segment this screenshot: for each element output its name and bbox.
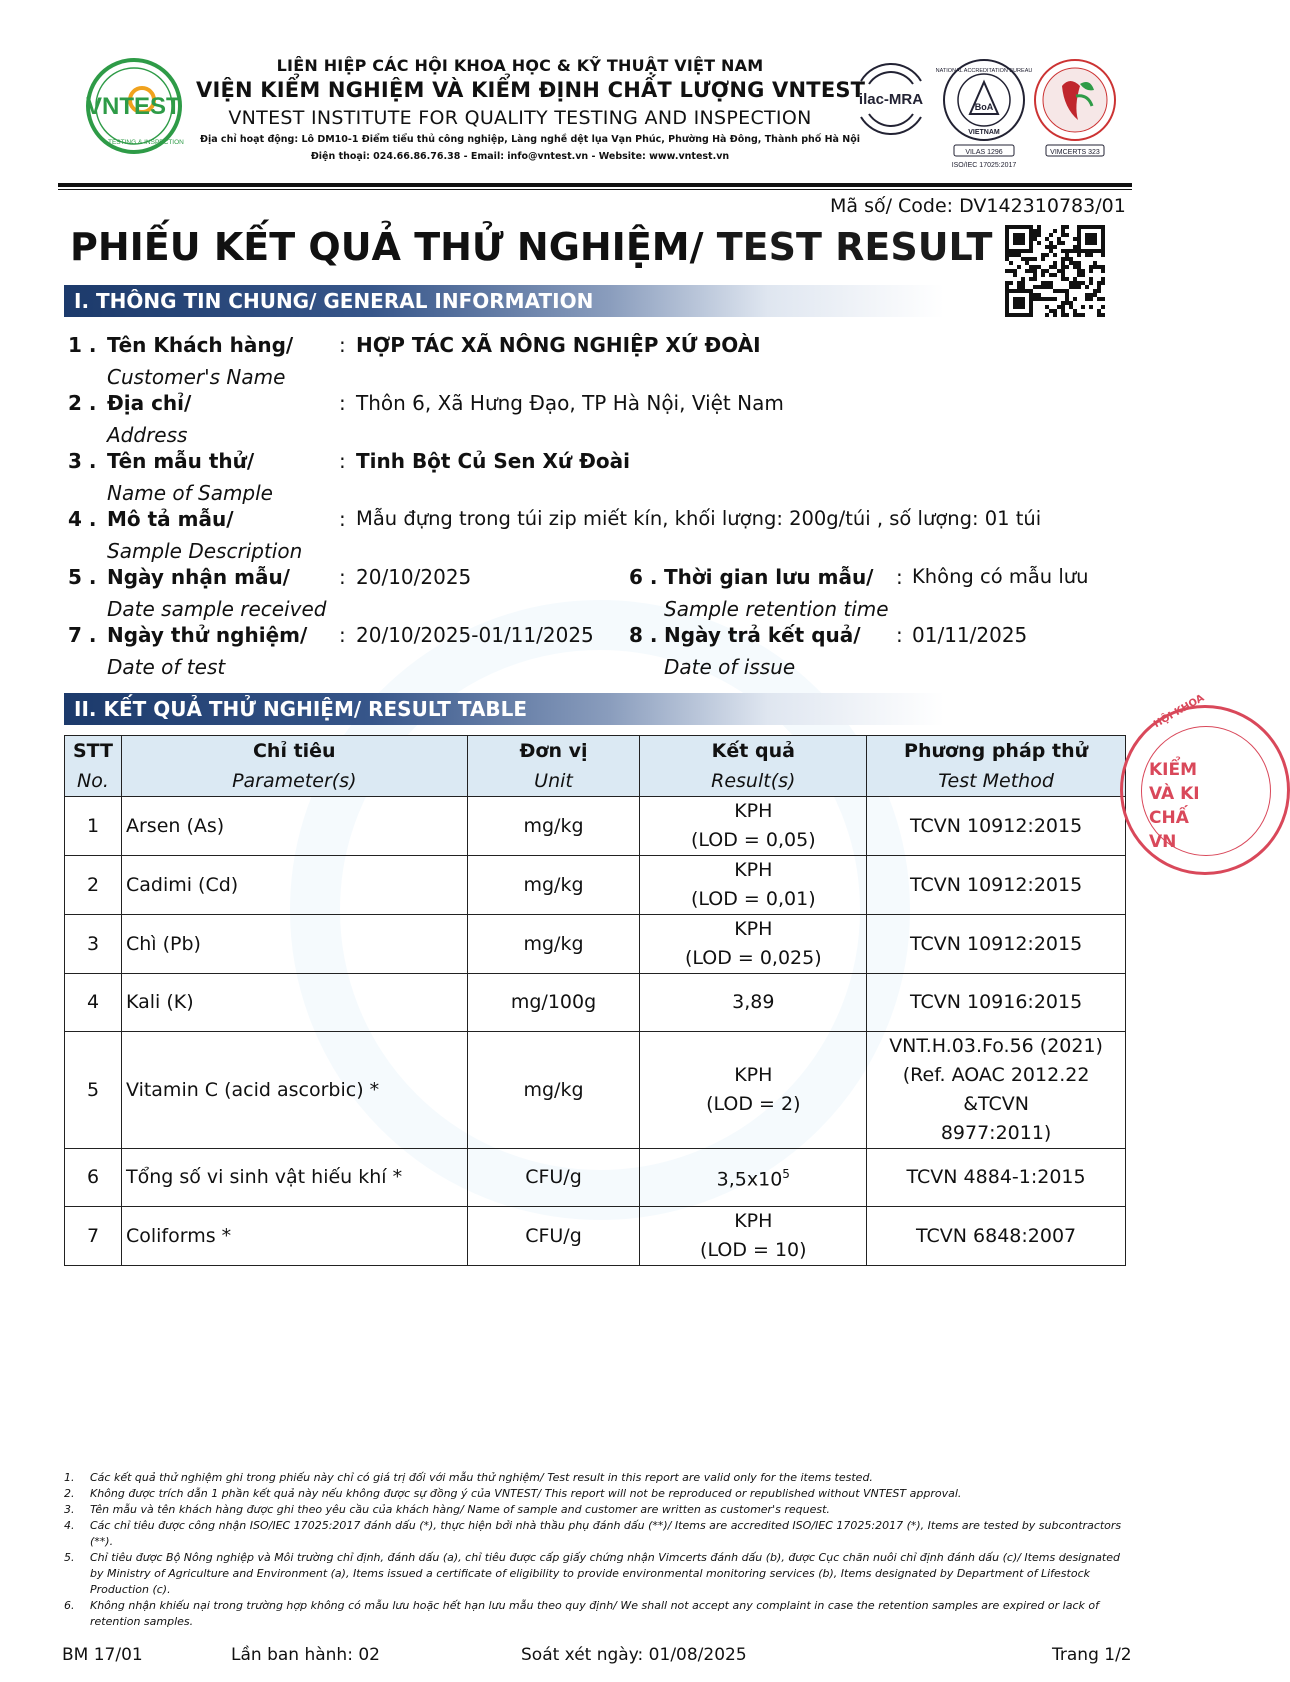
footer-form-code: BM 17/01	[62, 1645, 143, 1665]
info-num-7: 7 .	[68, 623, 97, 647]
info-num-5: 5 .	[68, 565, 97, 589]
address-value: Thôn 6, Xã Hưng Đạo, TP Hà Nội, Việt Nam	[356, 391, 784, 415]
header-institute-vi: VIỆN KIỂM NGHIỆM VÀ KIỂM ĐỊNH CHẤT LƯỢNG VNTEST	[196, 78, 866, 102]
vimcerts-text: VIMCERTS 323	[1050, 149, 1100, 156]
table-header-row	[65, 736, 1126, 797]
row-no: 6	[65, 1149, 122, 1207]
section-general-info-title: I. THÔNG TIN CHUNG/ GENERAL INFORMATION	[64, 285, 944, 317]
document-title	[70, 225, 992, 269]
vntest-logo	[78, 56, 190, 156]
table-row	[65, 1149, 1126, 1207]
info-label-en-7: Date of test	[107, 655, 226, 679]
sample-name-value: Tinh Bột Củ Sen Xứ Đoài	[356, 449, 630, 473]
row-no: 2	[65, 856, 122, 915]
row-method: TCVN 6848:2007	[867, 1207, 1126, 1266]
footnote: 4. Các chỉ tiêu được công nhận ISO/IEC 17025:2017 đánh dấu (*), thực hiện bởi nhà thầu phụ đánh dấu (**)/ Items are accredited ISO/IEC 17025:2017 (*), Items are tested by subcontractors (**).	[64, 1519, 1122, 1548]
stamp-line-4: VN	[1149, 832, 1177, 852]
stamp-line-2: VÀ KI	[1149, 784, 1200, 804]
info-label-en-5: Date sample received	[107, 597, 327, 621]
sample-description-value: Mẫu đựng trong túi zip miết kín, khối lượng: 200g/túi , số lượng: 01 túi	[356, 507, 1042, 530]
ilac-mra-logo	[848, 56, 934, 142]
info-colon-8: :	[896, 623, 903, 647]
row-method: TCVN 10916:2015	[867, 974, 1126, 1032]
row-unit: mg/kg	[467, 856, 640, 915]
logo-text: VNTEST	[86, 93, 181, 120]
row-no: 5	[65, 1032, 122, 1149]
customer-name-value: HỢP TÁC XÃ NÔNG NGHIỆP XỨ ĐOÀI	[356, 333, 761, 357]
header-federation: LIÊN HIỆP CÁC HỘI KHOA HỌC & KỸ THUẬT VIỆT NAM	[276, 56, 764, 75]
row-result: KPH (LOD = 0,05)	[640, 797, 867, 856]
info-colon-3: :	[339, 449, 346, 473]
title-en: TEST RESULT	[703, 225, 993, 269]
row-no: 7	[65, 1207, 122, 1266]
info-num-8: 8 .	[629, 623, 658, 647]
info-num-1: 1 .	[68, 333, 97, 357]
info-label-en-8: Date of issue	[664, 655, 796, 679]
info-label-5: Ngày nhận mẫu/	[107, 565, 290, 589]
document-code: Mã số/ Code: DV142310783/01	[830, 195, 1126, 217]
info-label-en-6: Sample retention time	[664, 597, 889, 621]
stamp-line-1: KIỂM	[1149, 760, 1198, 780]
footer-review-date: Soát xét ngày: 01/08/2025	[521, 1645, 747, 1665]
boa-center-text: BoA	[974, 102, 994, 112]
info-label-2: Địa chỉ/	[107, 391, 192, 415]
row-result: KPH (LOD = 0,025)	[640, 915, 867, 974]
row-result: $3,5x10^5$	[640, 1149, 867, 1207]
row-parameter: Coliforms *	[121, 1207, 467, 1266]
row-parameter: Chì (Pb)	[121, 915, 467, 974]
footnote: 3. Tên mẫu và tên khách hàng được ghi theo yêu cầu của khách hàng/ Name of sample and customer are written as customer's request.	[64, 1503, 830, 1516]
info-colon-2: :	[339, 391, 346, 415]
row-parameter: Kali (K)	[121, 974, 467, 1032]
table-row	[65, 856, 1126, 915]
table-row	[65, 1032, 1126, 1149]
info-colon-5: :	[339, 565, 346, 589]
row-result: 3,89	[640, 974, 867, 1032]
row-method: TCVN 10912:2015	[867, 797, 1126, 856]
footnote: 1. Các kết quả thử nghiệm ghi trong phiếu này chỉ có giá trị đối với mẫu thử nghiệm/ Test result in this report are valid only for the items tested.	[64, 1471, 873, 1484]
info-num-2: 2 .	[68, 391, 97, 415]
info-label-en-2: Address	[107, 423, 188, 447]
row-method: VNT.H.03.Fo.56 (2021) (Ref. AOAC 2012.22 &TCVN 8977:2011)	[867, 1032, 1126, 1149]
info-colon-1: :	[339, 333, 346, 357]
retention-time-value: Không có mẫu lưu	[912, 565, 1089, 588]
stamp-line-3: CHẤ	[1149, 808, 1189, 828]
row-method: TCVN 4884-1:2015	[867, 1149, 1126, 1207]
header-rule-thin	[58, 189, 1132, 190]
table-row	[65, 1207, 1126, 1266]
result-table	[64, 735, 1126, 1266]
row-no: 1	[65, 797, 122, 856]
info-label-8: Ngày trả kết quả/	[664, 623, 861, 647]
info-label-en-4: Sample Description	[107, 539, 303, 563]
footnote: 2. Không được trích dẫn 1 phần kết quả này nếu không được sự đồng ý của VNTEST/ This report will not be reproduced or republished without VNTEST approval.	[64, 1487, 962, 1500]
info-colon-6: :	[896, 565, 903, 589]
row-result: KPH (LOD = 2)	[640, 1032, 867, 1149]
row-method: TCVN 10912:2015	[867, 915, 1126, 974]
info-label-en-1: Customer's Name	[107, 365, 286, 389]
info-label-7: Ngày thử nghiệm/	[107, 623, 308, 647]
row-method: TCVN 10912:2015	[867, 856, 1126, 915]
info-label-en-3: Name of Sample	[107, 481, 273, 505]
info-label-1: Tên Khách hàng/	[107, 333, 294, 357]
official-stamp	[1120, 692, 1290, 875]
test-date-value: 20/10/2025-01/11/2025	[356, 623, 594, 647]
header-unit: Đơn vị Unit	[467, 736, 640, 797]
info-num-6: 6 .	[629, 565, 658, 589]
header-rule	[58, 183, 1132, 187]
header-result: Kết quả Result(s)	[640, 736, 867, 797]
vimcerts-logo	[1032, 56, 1118, 160]
row-unit: CFU/g	[467, 1207, 640, 1266]
row-unit: mg/kg	[467, 797, 640, 856]
row-parameter: Cadimi (Cd)	[121, 856, 467, 915]
table-row	[65, 797, 1126, 856]
header-address: Địa chỉ hoạt động: Lô DM10-1 Điểm tiểu thủ công nghiệp, Làng nghề dệt lụa Vạn Phúc, Phường Hà Đông, Thành phố Hà Nội	[200, 134, 860, 145]
footnote: 6. Không nhận khiếu nại trong trường hợp không có mẫu lưu hoặc hết hạn lưu mẫu theo quy định/ We shall not accept any complaint in case the retention samples are expired or lack of retention samples.	[64, 1599, 1099, 1628]
table-row	[65, 974, 1126, 1032]
vilas-text: VILAS 1296	[965, 149, 1003, 156]
info-label-6: Thời gian lưu mẫu/	[664, 565, 874, 589]
row-no: 4	[65, 974, 122, 1032]
row-unit: CFU/g	[467, 1149, 640, 1207]
date-received-value: 20/10/2025	[356, 565, 472, 589]
info-colon-7: :	[339, 623, 346, 647]
header-contact: Điện thoại: 024.66.86.76.38 - Email: info@vntest.vn - Website: www.vntest.vn	[310, 151, 730, 162]
row-parameter: Arsen (As)	[121, 797, 467, 856]
boa-bottom-text: VIETNAM	[968, 129, 1000, 136]
row-parameter: Tổng số vi sinh vật hiếu khí *	[121, 1149, 467, 1207]
ilac-text: ilac-MRA	[858, 91, 924, 108]
logo-ring-text: TESTING & INSPECTION	[108, 139, 184, 146]
table-row	[65, 915, 1126, 974]
boa-ring-text: NATIONAL ACCREDITATION BUREAU	[935, 68, 1033, 74]
row-unit: mg/100g	[467, 974, 640, 1032]
info-colon-4: :	[339, 507, 346, 531]
info-label-4: Mô tả mẫu/	[107, 507, 234, 531]
issue-date-value: 01/11/2025	[912, 623, 1028, 647]
iso-text: ISO/IEC 17025:2017	[951, 162, 1017, 169]
footer-page-number: Trang 1/2	[1052, 1645, 1132, 1665]
stamp-ring-text: HỘI KHOA	[1152, 692, 1207, 731]
section-result-table-title: II. KẾT QUẢ THỬ NGHIỆM/ RESULT TABLE	[64, 693, 944, 725]
footnotes	[64, 1470, 1124, 1630]
row-unit: mg/kg	[467, 915, 640, 974]
header-institute-en: VNTEST INSTITUTE FOR QUALITY TESTING AND INSPECTION	[228, 107, 812, 129]
info-num-4: 4 .	[68, 507, 97, 531]
header-no: STT No.	[65, 736, 122, 797]
title-vi: PHIẾU KẾT QUẢ THỬ NGHIỆM/	[70, 225, 704, 269]
info-label-3: Tên mẫu thử/	[107, 449, 255, 473]
footnote: 5. Chỉ tiêu được Bộ Nông nghiệp và Môi trường chỉ định, đánh dấu (a), chỉ tiêu được cấp giấy chứng nhận Vimcerts đánh dấu (b), được Cục chăn nuôi chỉ định đánh dấu (c)/ Items designated by Ministry of Agriculture and Environment (a), Items issued a certificate of eligibility to provide environmental monitoring services (b), Items designated by Department of Lifestock Production (c).	[64, 1551, 1120, 1596]
header-parameter: Chỉ tiêu Parameter(s)	[121, 736, 467, 797]
footer-edition: Lần ban hành: 02	[231, 1645, 380, 1665]
info-num-3: 3 .	[68, 449, 97, 473]
boa-accreditation-logo	[935, 56, 1033, 172]
header-method: Phương pháp thử Test Method	[867, 736, 1126, 797]
row-result: KPH (LOD = 10)	[640, 1207, 867, 1266]
row-unit: mg/kg	[467, 1032, 640, 1149]
qr-code[interactable]	[1003, 225, 1107, 317]
row-parameter: Vitamin C (acid ascorbic) *	[121, 1032, 467, 1149]
row-result: KPH (LOD = 0,01)	[640, 856, 867, 915]
row-no: 3	[65, 915, 122, 974]
